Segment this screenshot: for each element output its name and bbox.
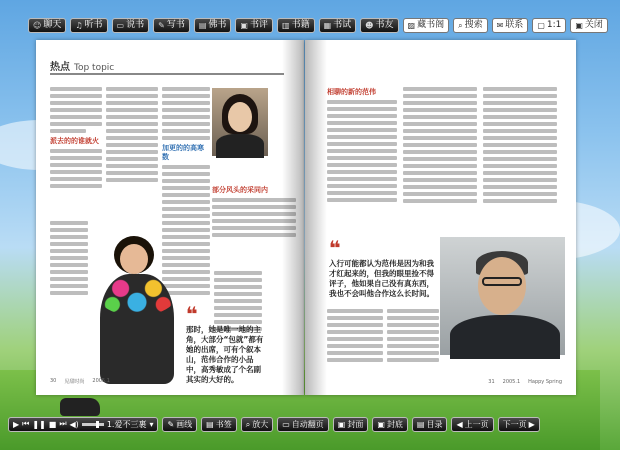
bottom-toolbar [8,416,592,432]
bookmark-icon: ▤ [206,419,214,429]
volume-icon[interactable]: ◀) [69,419,79,429]
article-subhead: 加更的的高寒数 [162,144,204,161]
pencil-icon: ✎ [167,419,175,429]
pull-quote: ❝ 入行可能都认为范伟是因为和我才红起来的，但我的眼里捡不得评子，他如果自己没有真东西，我也不会叫他合作这么长时间。 [329,236,434,298]
comment-icon: ▣ [240,20,248,30]
music-player [8,417,158,432]
track-menu-icon[interactable]: ▾ [149,419,154,429]
library-button[interactable]: ▨ 藏书阁 [403,18,450,33]
test-button[interactable]: ▦ 书试 [319,18,357,33]
close-icon: ▣ [575,20,583,30]
toc-button[interactable]: ▤ 目录 [412,417,448,432]
text-column [483,84,557,234]
text-column [387,306,439,372]
close-button[interactable]: ▣ 关闭 [570,18,608,33]
headphones-icon: ♫ [75,20,83,30]
stop-icon[interactable]: ■ [48,419,57,429]
director-photo [440,237,565,355]
quote-mark-icon: ❝ [186,302,198,326]
skip-previous-icon[interactable]: ⏮ [22,419,30,428]
page-icon: ▢ [537,20,545,30]
section-rule [50,73,284,75]
bookmark-button[interactable]: ▤ 书签 [201,417,237,432]
cow-silhouette [60,398,100,416]
chat-icon: ☺ [33,20,42,30]
draw-line-button[interactable]: ✎ 画线 [162,417,197,432]
volume-slider[interactable] [82,423,104,426]
cover-icon: ▣ [337,419,346,429]
skip-next-icon[interactable]: ⏭ [59,419,67,428]
page-gutter-shadow [282,40,304,395]
page-gutter-shadow [305,40,327,395]
listen-button[interactable]: ♫ 听书 [70,18,107,33]
speak-button[interactable]: ▭ 说书 [112,18,150,33]
top-toolbar [28,17,603,33]
play-icon[interactable]: ▶ [13,419,20,429]
track-title: 1.爱不三裹 [106,419,147,429]
back-cover-button[interactable]: ▣ 封底 [372,417,408,432]
prev-icon: ◀ [456,419,463,429]
buddha-book-button[interactable]: ▤ 佛书 [194,18,232,33]
book-icon: ▤ [198,20,207,30]
section-title: 热点 Top topic [50,62,115,73]
friends-button[interactable]: ☻ 书友 [360,18,398,33]
photo-caption: 部分风头的采同内 [212,186,268,194]
write-button[interactable]: ✎ 写书 [153,18,190,33]
test-icon: ▦ [323,20,332,30]
next-icon: ▶ [528,419,535,429]
left-page[interactable] [36,40,304,395]
auto-page-icon: ▭ [282,419,290,429]
pause-icon[interactable]: ❚❚ [32,419,46,429]
page-footer: 30 见甜时尚 2005.1 [50,378,110,385]
portrait-photo [212,88,268,156]
page-footer: 31 2005.1 Happy Spring [488,379,562,385]
books-icon: ▥ [282,20,290,30]
magazine-spread [36,40,576,395]
contact-button[interactable]: ✉ 联系 [492,18,529,33]
friends-icon: ☻ [365,20,374,30]
chat-button[interactable]: ☺ 聊天 [28,18,66,33]
article-subhead: 相聊的新的范伟 [327,88,376,96]
search-icon: ⌕ [458,20,463,30]
volume-knob[interactable] [96,421,99,428]
books-button[interactable]: ▥ 书籍 [277,18,315,33]
speech-icon: ▭ [116,20,125,30]
next-page-button[interactable]: 下一页 ▶ [498,417,540,432]
text-column [50,218,88,328]
text-column [403,84,477,232]
auto-page-button[interactable]: ▭ 自动翻页 [277,417,329,432]
back-cover-icon: ▣ [377,419,385,429]
zoom-button[interactable]: ⌕ 放大 [241,417,273,432]
article-subhead: 派去的的谁就火 [50,137,99,145]
prev-page-button[interactable]: ◀ 上一页 [451,417,493,432]
review-button[interactable]: ▣ 书评 [235,18,273,33]
pen-icon: ✎ [158,20,165,30]
search-button[interactable]: ⌕ 搜索 [453,18,488,33]
cover-button[interactable]: ▣ 封面 [333,417,369,432]
text-column [327,306,383,372]
zoom-icon: ⌕ [245,419,251,429]
singer-photo [92,226,182,394]
text-column [106,84,158,214]
mail-icon: ✉ [496,20,504,30]
library-icon: ▨ [407,20,416,30]
page-indicator: ▢ 1:1 [532,18,566,33]
text-column [50,84,102,214]
right-page[interactable] [305,40,576,395]
pull-quote: ❝ 那时，她是唯一地的主角，大部分“包就”都有她的出席，可有个叙本山，范伟合作的小品中，高秀敏成了个名副其实的大好的。 [186,302,264,384]
toc-icon: ▤ [416,419,425,429]
quote-mark-icon: ❝ [329,236,341,260]
text-column [327,84,397,234]
